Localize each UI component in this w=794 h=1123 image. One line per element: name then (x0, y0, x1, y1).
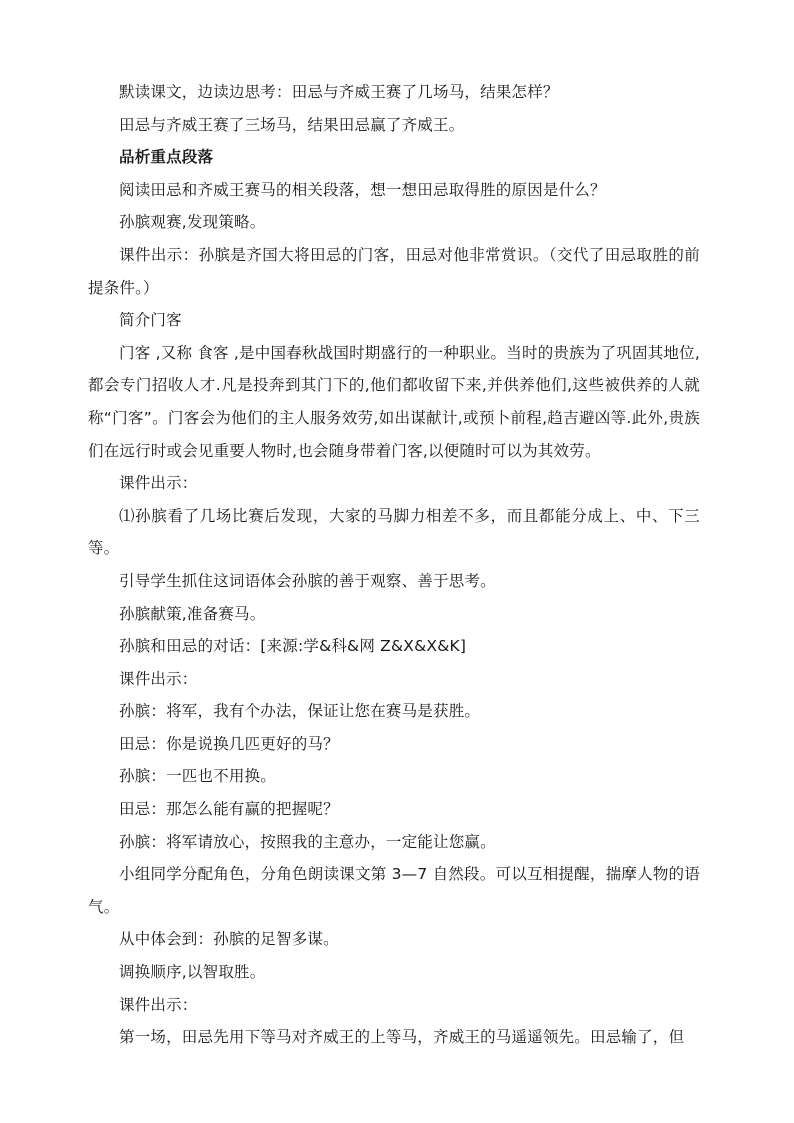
paragraph: ⑴孙膑看了几场比赛后发现，大家的马脚力相差不多，而且都能分成上、中、下三等。 (88, 506, 700, 558)
paragraph: 孙膑：一匹也不用换。 (119, 767, 277, 786)
paragraph: 孙膑：将军，我有个办法，保证让您在赛马是获胜。 (119, 702, 481, 721)
paragraph: 孙膑观赛,发现策略。 (119, 213, 266, 232)
paragraph: 默读课文，边读边思考：田忌与齐威王赛了几场马，结果怎样？ (119, 83, 559, 101)
paragraph: 第一场，田忌先用下等马对齐威王的上等马，齐威王的马遥遥领先。田忌输了，但 (119, 1028, 685, 1047)
paragraph: 门客 ,又称 食客 ,是中国春秋战国时期盛行的一种职业。当时的贵族为了巩固其地位,都会专门招收人才.凡是投奔到其门下的,他们都收留下来,并供养他们,这些被供养的人就称“门客”。门客会为他们的主人服务效劳,如出谋献计,或预卜前程,趋吉避凶等.此外,贵族们在远行时或会见重要人物时,也会随身带着门客,以便随时可以为其效劳。 (88, 343, 700, 460)
paragraph: 孙膑献策,准备赛马。 (119, 604, 266, 623)
paragraph: 课件出示： (119, 995, 198, 1014)
paragraph: 田忌与齐威王赛了三场马，结果田忌赢了齐威王。 (119, 115, 465, 134)
paragraph: 课件出示： (119, 474, 198, 493)
paragraph: 课件出示：孙膑是齐国大将田忌的门客，田忌对他非常赏识。（交代了田忌取胜的前提条件。） (88, 245, 700, 297)
paragraph: 小组同学分配角色，分角色朗读课文第 3—7 自然段。可以互相提醒，揣摩人物的语气。 (88, 865, 700, 916)
paragraph: 简介门客 (119, 311, 182, 330)
paragraph: 孙膑和田忌的对话：[来源:学&科&网 Z&X&X&K] (119, 637, 467, 656)
section-heading: 品析重点段落 (119, 148, 214, 167)
paragraph: 田忌：那怎么能有赢的把握呢？ (119, 800, 339, 819)
paragraph: 阅读田忌和齐威王赛马的相关段落，想一想田忌取得胜的原因是什么？ (119, 180, 606, 199)
paragraph: 田忌：你是说换几匹更好的马？ (119, 734, 339, 753)
paragraph: 引导学生抓住这词语体会孙膑的善于观察、善于思考。 (119, 571, 496, 590)
paragraph: 从中体会到：孙膑的足智多谋。 (119, 930, 339, 949)
document-body (88, 76, 700, 1054)
paragraph: 孙膑：将军请放心，按照我的主意办，一定能让您赢。 (119, 832, 496, 851)
paragraph: 调换顺序,以智取胜。 (119, 963, 266, 982)
paragraph: 课件出示： (119, 669, 198, 688)
